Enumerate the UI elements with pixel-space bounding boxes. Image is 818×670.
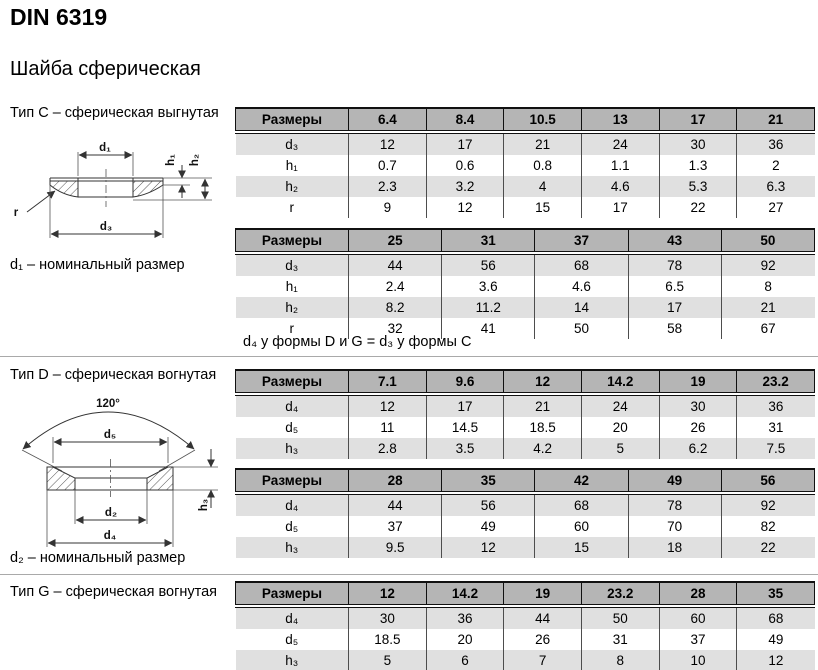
table-cell: 0.7 — [349, 155, 427, 176]
table-cell: 12 — [442, 537, 535, 558]
table-cell: 82 — [721, 516, 814, 537]
section-divider-2 — [0, 574, 818, 575]
table-cell: 21 — [721, 297, 814, 318]
table-cell: 67 — [721, 318, 814, 339]
table-cell: 36 — [737, 132, 815, 155]
table-cell: 30 — [659, 394, 737, 417]
hatch-right — [133, 181, 163, 197]
table-cell: 6.3 — [737, 176, 815, 197]
washer-hole — [75, 478, 147, 490]
table-col-header: 14.2 — [581, 370, 659, 394]
type-d-table-1 — [235, 369, 815, 459]
type-d-table-2 — [235, 468, 815, 558]
table-col-header: 37 — [535, 229, 628, 253]
table-cell: 26 — [504, 629, 582, 650]
forms-equivalence-note: d₄ у формы D и G = d₃ у формы C — [243, 334, 472, 350]
table-cell: 7 — [504, 650, 582, 670]
type-c-drawing — [0, 138, 230, 246]
hatch-left — [47, 467, 75, 490]
type-d-nominal-note: d₂ – номинальный размер — [10, 550, 186, 566]
row-label: h₃ — [236, 650, 349, 670]
table-corner-header: Размеры — [236, 469, 349, 493]
table-col-header: 23.2 — [737, 370, 815, 394]
table-col-header: 43 — [628, 229, 721, 253]
row-label: d₅ — [236, 516, 349, 537]
table-cell: 56 — [442, 493, 535, 516]
dim-label-d3: d₃ — [99, 221, 113, 233]
table-col-header: 50 — [721, 229, 814, 253]
page-subtitle: Шайба сферическая — [10, 58, 201, 80]
table-cell: 22 — [721, 537, 814, 558]
type-c-label: Тип C – сферическая выгнутая — [10, 105, 219, 121]
table-cell: 10 — [659, 650, 737, 670]
table-corner-header: Размеры — [236, 229, 349, 253]
table-cell: 36 — [737, 394, 815, 417]
dim-label-r: r — [13, 207, 19, 219]
row-label: h₂ — [236, 176, 349, 197]
table-cell: 1.3 — [659, 155, 737, 176]
table-cell: 60 — [535, 516, 628, 537]
table-col-header: 28 — [659, 582, 737, 606]
table-cell: 68 — [535, 493, 628, 516]
dim-label-d4: d₄ — [103, 530, 117, 542]
table-cell: 6 — [426, 650, 504, 670]
table-cell: 30 — [659, 132, 737, 155]
table-cell: 5.3 — [659, 176, 737, 197]
table-cell: 18.5 — [349, 629, 427, 650]
table-cell: 56 — [442, 253, 535, 276]
type-c-table-1 — [235, 107, 815, 218]
type-g-label: Тип G – сферическая вогнутая — [10, 584, 218, 600]
table-cell: 58 — [628, 318, 721, 339]
section-divider-1 — [0, 356, 818, 357]
dim-label-d5: d₅ — [103, 429, 117, 441]
table-col-header: 8.4 — [426, 108, 504, 132]
row-label: d₄ — [236, 493, 349, 516]
table-col-header: 13 — [581, 108, 659, 132]
table-cell: 8 — [721, 276, 814, 297]
table-cell: 37 — [349, 516, 442, 537]
table-cell: 78 — [628, 253, 721, 276]
hatch-left — [50, 181, 78, 197]
table-cell: 3.6 — [442, 276, 535, 297]
table-corner-header: Размеры — [236, 582, 349, 606]
table-col-header: 12 — [504, 370, 582, 394]
dim-label-d1: d₁ — [99, 142, 111, 154]
table-col-header: 35 — [442, 469, 535, 493]
table-cell: 31 — [737, 417, 815, 438]
table-cell: 1.1 — [581, 155, 659, 176]
table-cell: 15 — [504, 197, 582, 218]
table-cell: 0.8 — [504, 155, 582, 176]
table-cell: 21 — [504, 132, 582, 155]
table-col-header: 12 — [349, 582, 427, 606]
table-cell: 4 — [504, 176, 582, 197]
table-cell: 12 — [349, 132, 427, 155]
page-title: DIN 6319 — [10, 4, 108, 30]
r-leader-line — [27, 191, 55, 212]
table-cell: 15 — [535, 537, 628, 558]
table-corner-header: Размеры — [236, 108, 349, 132]
row-label: d₅ — [236, 417, 349, 438]
table-col-header: 10.5 — [504, 108, 582, 132]
row-label: h₃ — [236, 438, 349, 459]
table-cell: 50 — [535, 318, 628, 339]
table-cell: 11.2 — [442, 297, 535, 318]
table-cell: 20 — [581, 417, 659, 438]
row-label: d₃ — [236, 253, 349, 276]
table-cell: 41 — [442, 318, 535, 339]
dim-label-h2: h₂ — [189, 153, 201, 167]
d1-extension-lines — [78, 152, 133, 176]
table-cell: 44 — [504, 606, 582, 629]
row-label: d₄ — [236, 394, 349, 417]
table-cell: 37 — [659, 629, 737, 650]
table-cell: 11 — [349, 417, 427, 438]
table-corner-header: Размеры — [236, 370, 349, 394]
table-cell: 50 — [581, 606, 659, 629]
table-col-header: 28 — [349, 469, 442, 493]
table-cell: 32 — [349, 318, 442, 339]
table-cell: 9 — [349, 197, 427, 218]
table-cell: 17 — [628, 297, 721, 318]
type-d-label: Тип D – сферическая вогнутая — [10, 367, 217, 383]
table-cell: 3.2 — [426, 176, 504, 197]
table-cell: 5 — [581, 438, 659, 459]
row-label: h₃ — [236, 537, 349, 558]
table-cell: 6.2 — [659, 438, 737, 459]
table-cell: 20 — [426, 629, 504, 650]
table-col-header: 19 — [504, 582, 582, 606]
table-cell: 24 — [581, 132, 659, 155]
table-col-header: 7.1 — [349, 370, 427, 394]
dim-label-angle: 120° — [96, 398, 120, 410]
table-cell: 2.4 — [349, 276, 442, 297]
row-label: h₁ — [236, 155, 349, 176]
table-cell: 27 — [737, 197, 815, 218]
table-cell: 2 — [737, 155, 815, 176]
table-cell: 26 — [659, 417, 737, 438]
table-col-header: 9.6 — [426, 370, 504, 394]
dim-label-d2: d₂ — [104, 507, 118, 519]
table-col-header: 25 — [349, 229, 442, 253]
dim-label-h3: h₃ — [198, 498, 210, 512]
type-c-nominal-note: d₁ – номинальный размер — [10, 257, 185, 273]
table-cell: 9.5 — [349, 537, 442, 558]
table-cell: 14 — [535, 297, 628, 318]
table-col-header: 21 — [737, 108, 815, 132]
table-cell: 49 — [737, 629, 815, 650]
row-label: d₃ — [236, 132, 349, 155]
table-cell: 44 — [349, 493, 442, 516]
h3-extension-lines — [173, 467, 218, 490]
row-label: h₂ — [236, 297, 349, 318]
table-cell: 12 — [349, 394, 427, 417]
table-cell: 36 — [426, 606, 504, 629]
table-cell: 17 — [581, 197, 659, 218]
table-cell: 24 — [581, 394, 659, 417]
table-col-header: 23.2 — [581, 582, 659, 606]
type-d-drawing — [0, 393, 230, 558]
table-cell: 8.2 — [349, 297, 442, 318]
table-col-header: 31 — [442, 229, 535, 253]
row-label: d₅ — [236, 629, 349, 650]
table-cell: 22 — [659, 197, 737, 218]
type-g-table — [235, 581, 815, 670]
table-cell: 6.5 — [628, 276, 721, 297]
row-label: d₄ — [236, 606, 349, 629]
table-col-header: 19 — [659, 370, 737, 394]
table-cell: 2.8 — [349, 438, 427, 459]
table-cell: 30 — [349, 606, 427, 629]
table-cell: 78 — [628, 493, 721, 516]
table-cell: 68 — [737, 606, 815, 629]
table-col-header: 17 — [659, 108, 737, 132]
row-label: h₁ — [236, 276, 349, 297]
table-col-header: 49 — [628, 469, 721, 493]
table-cell: 70 — [628, 516, 721, 537]
table-col-header: 35 — [737, 582, 815, 606]
table-cell: 14.5 — [426, 417, 504, 438]
table-cell: 18.5 — [504, 417, 582, 438]
table-cell: 17 — [426, 132, 504, 155]
table-col-header: 56 — [721, 469, 814, 493]
table-col-header: 14.2 — [426, 582, 504, 606]
table-col-header: 42 — [535, 469, 628, 493]
table-cell: 92 — [721, 253, 814, 276]
table-cell: 12 — [737, 650, 815, 670]
table-cell: 8 — [581, 650, 659, 670]
table-cell: 92 — [721, 493, 814, 516]
table-cell: 44 — [349, 253, 442, 276]
table-cell: 4.2 — [504, 438, 582, 459]
table-cell: 12 — [426, 197, 504, 218]
table-cell: 0.6 — [426, 155, 504, 176]
table-cell: 4.6 — [535, 276, 628, 297]
dim-label-h1: h₁ — [165, 154, 177, 166]
table-cell: 5 — [349, 650, 427, 670]
table-cell: 21 — [504, 394, 582, 417]
row-label: r — [236, 318, 349, 339]
table-cell: 31 — [581, 629, 659, 650]
table-cell: 3.5 — [426, 438, 504, 459]
table-cell: 68 — [535, 253, 628, 276]
row-label: r — [236, 197, 349, 218]
table-col-header: 6.4 — [349, 108, 427, 132]
table-cell: 18 — [628, 537, 721, 558]
table-cell: 17 — [426, 394, 504, 417]
table-cell: 60 — [659, 606, 737, 629]
table-cell: 49 — [442, 516, 535, 537]
table-cell: 2.3 — [349, 176, 427, 197]
type-c-table-2 — [235, 228, 815, 339]
table-cell: 7.5 — [737, 438, 815, 459]
table-cell: 4.6 — [581, 176, 659, 197]
